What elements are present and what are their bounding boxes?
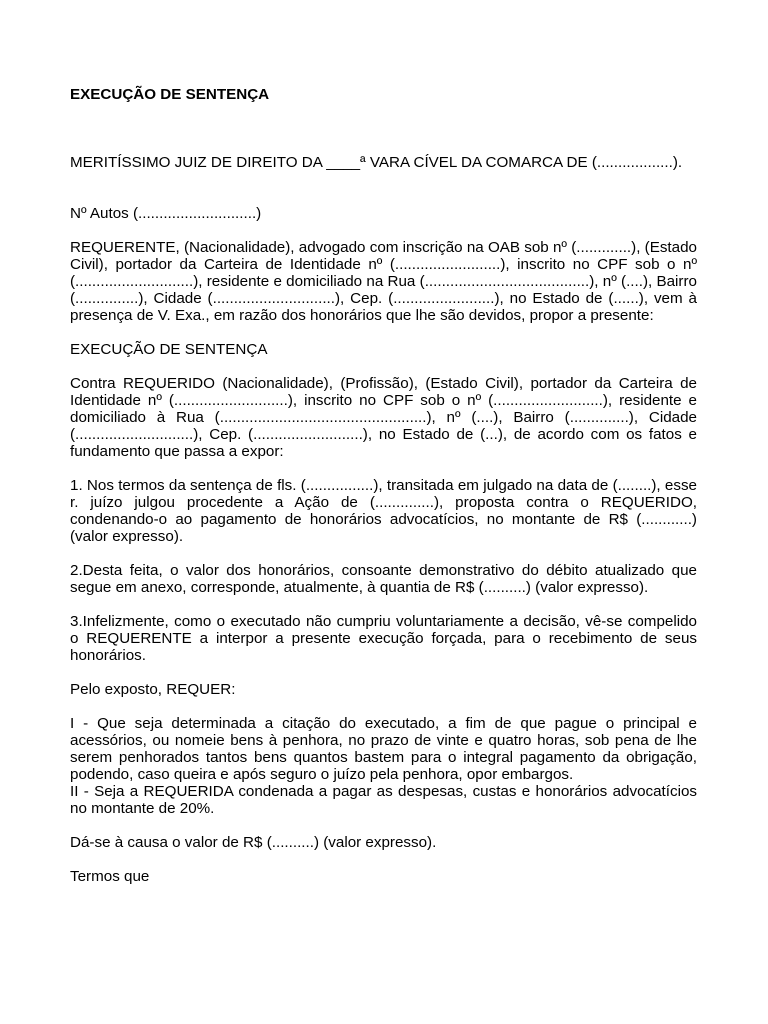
spacer (70, 358, 697, 375)
action-name: EXECUÇÃO DE SENTENÇA (70, 341, 268, 358)
spacer (70, 664, 697, 681)
defendant-qualification: Contra REQUERIDO (Nacionalidade), (Profissão), (Estado Civil), portador da Carteira de Identidade nº (...........................), inscrito no CPF sob o nº (..........................), residente e domiciliado à Rua (.................................................), nº (....), Bairro (..............), Cidade (............................), Cep. (..........................), no Estado de (...), de acordo com os fatos e fundamento que passa a expor: (70, 375, 697, 460)
court-address: MERITÍSSIMO JUIZ DE DIREITO DA ____ª VARA CÍVEL DA COMARCA DE (..................). (70, 154, 683, 171)
request-item-1: I - Que seja determinada a citação do executado, a fim de que pague o principal e acessórios, ou nomeie bens à penhora, no prazo de vinte e quatro horas, sob pena de lhe serem penhorados tantos bens quantos bastem para o integral pagamento da obrigação, podendo, caso queira e após seguro o juízo pela penhora, opor embargos. (70, 715, 697, 783)
fact-paragraph-3: 3.Infelizmente, como o executado não cumpriu voluntariamente a decisão, vê-se compelido o REQUERENTE a interpor a presente execução forçada, para o recebimento de seus honorários. (70, 613, 697, 664)
case-number: Nº Autos (............................) (70, 205, 262, 222)
spacer (70, 698, 697, 715)
request-item-2: II - Seja a REQUERIDA condenada a pagar as despesas, custas e honorários advocatícios no montante de 20%. (70, 783, 697, 817)
spacer (70, 596, 697, 613)
spacer (70, 324, 697, 341)
closing-line: Termos que (70, 868, 150, 885)
spacer (70, 222, 697, 239)
requests-intro: Pelo exposto, REQUER: (70, 681, 236, 698)
spacer (70, 851, 697, 868)
fact-paragraph-1: 1. Nos termos da sentença de fls. (................), transitada em julgado na data de (........), esse r. juízo julgou procedente a Ação de (..............), proposta contra o REQUERIDO, condenando-o ao pagamento de honorários advocatícios, no montante de R$ (............) (valor expresso). (70, 477, 697, 545)
spacer (70, 817, 697, 834)
fact-paragraph-2: 2.Desta feita, o valor dos honorários, consoante demonstrativo do débito atualizado que segue em anexo, corresponde, atualmente, à quantia de R$ (..........) (valor expresso). (70, 562, 697, 596)
case-value: Dá-se à causa o valor de R$ (..........) (valor expresso). (70, 834, 437, 851)
document-page (70, 86, 697, 885)
spacer (70, 460, 697, 477)
spacer (70, 103, 697, 154)
document-title: EXECUÇÃO DE SENTENÇA (70, 86, 270, 103)
spacer (70, 171, 697, 205)
spacer (70, 545, 697, 562)
plaintiff-qualification: REQUERENTE, (Nacionalidade), advogado com inscrição na OAB sob nº (.............), (Estado Civil), portador da Carteira de Identidade nº (.........................), inscrito no CPF sob o nº (............................), residente e domiciliado na Rua (.......................................), nº (....), Bairro (...............), Cidade (.............................), Cep. (........................), no Estado de (......), vem à presença de V. Exa., em razão dos honorários que lhe são devidos, propor a presente: (70, 239, 697, 324)
